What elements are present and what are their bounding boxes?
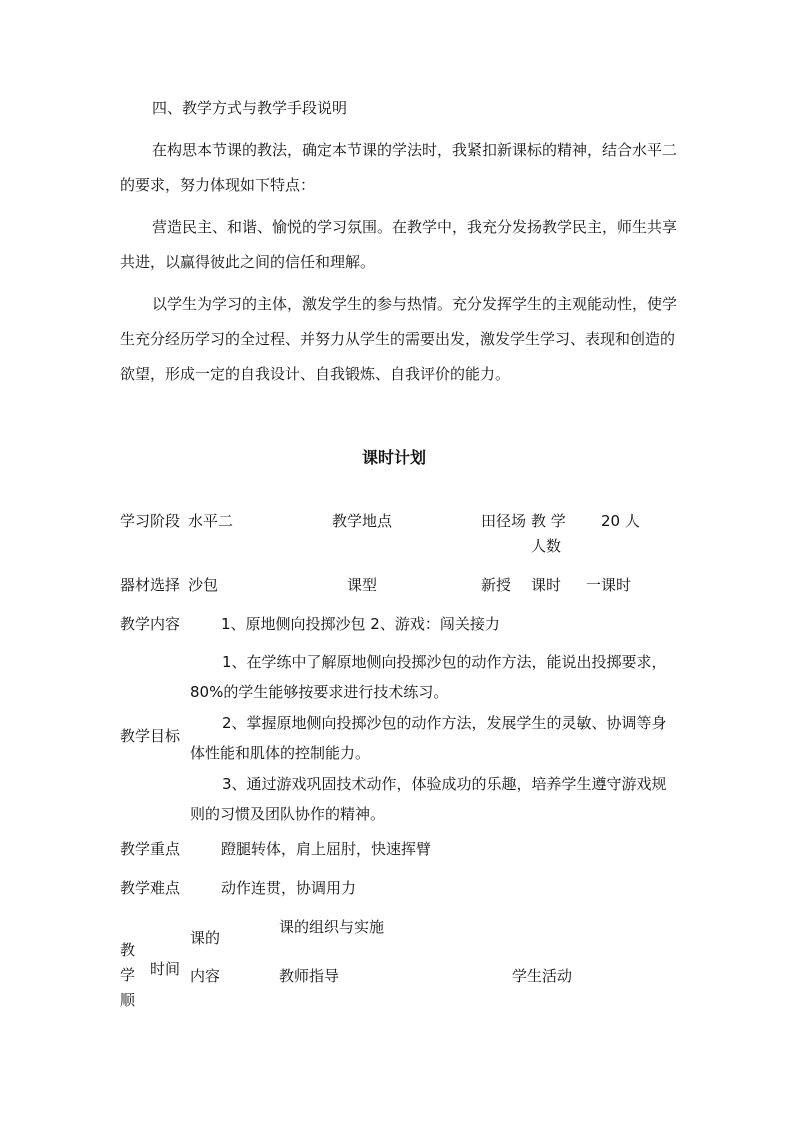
page-title: 课时计划 <box>362 448 427 467</box>
label-stage: 学习阶段 <box>120 512 181 530</box>
header-order-3: 顺 <box>120 991 136 1009</box>
value-equipment: 沙包 <box>188 576 219 594</box>
header-time: 时间 <box>150 960 181 978</box>
goal-item: 2、掌握原地侧向投掷沙包的动作方法，发展学生的灵敏、协调等身体性能和肌体的控制能力。 <box>190 714 667 762</box>
header-student: 学生活动 <box>512 967 573 985</box>
header-organization: 课的组织与实施 <box>279 918 385 936</box>
value-content: 1、原地侧向投掷沙包 2、游戏：闯关接力 <box>221 615 500 633</box>
label-count-2: 人数 <box>531 537 562 555</box>
label-equipment: 器材选择 <box>120 576 181 594</box>
value-place: 田径场 <box>481 512 527 530</box>
header-content-2: 内容 <box>190 967 221 985</box>
value-difficulty: 动作连贯，协调用力 <box>221 879 357 897</box>
value-stage: 水平二 <box>188 512 234 530</box>
header-order-2: 学 <box>120 966 136 984</box>
label-type: 课型 <box>347 576 378 594</box>
label-hours: 课时 <box>531 576 562 594</box>
goal-item: 1、在学练中了解原地侧向投掷沙包的动作方法，能说出投掷要求，80%的学生能够按要求进行技术练习。 <box>190 653 667 701</box>
paragraph: 以学生为学习的主体，激发学生的参与热情。充分发挥学生的主观能动性，使学生充分经历学习的全过程、并努力从学生的需要出发，激发学生学习、表现和创造的欲望，形成一定的自我设计、自我锻炼、自我评价的能力。 <box>120 295 678 383</box>
header-content: 课的 <box>190 929 221 947</box>
header-teacher: 教师指导 <box>279 967 340 985</box>
paragraph: 在构思本节课的教法，确定本节课的学法时，我紧扣新课标的精神，结合水平二的要求，努力体现如下特点： <box>120 141 678 194</box>
goal-item: 3、通过游戏巩固技术动作，体验成功的乐趣，培养学生遵守游戏规则的习惯及团队协作的精神。 <box>190 775 667 823</box>
label-goals: 教学目标 <box>120 727 181 745</box>
label-key: 教学重点 <box>120 840 181 858</box>
value-hours: 一课时 <box>586 576 632 594</box>
header-order: 教 <box>120 941 136 959</box>
label-content: 教学内容 <box>120 615 181 633</box>
label-place: 教学地点 <box>332 512 393 530</box>
section-heading: 四、教学方式与教学手段说明 <box>152 99 348 117</box>
value-count: 20 人 <box>601 512 640 530</box>
value-key: 蹬腿转体，肩上屈肘，快速挥臂 <box>221 840 432 858</box>
label-difficulty: 教学难点 <box>120 879 181 897</box>
label-count: 教 学 <box>531 512 566 530</box>
paragraph: 营造民主、和谐、愉悦的学习氛围。在教学中，我充分发扬教学民主，师生共享共进，以赢得彼此之间的信任和理解。 <box>120 218 678 271</box>
value-type: 新授 <box>481 576 512 594</box>
